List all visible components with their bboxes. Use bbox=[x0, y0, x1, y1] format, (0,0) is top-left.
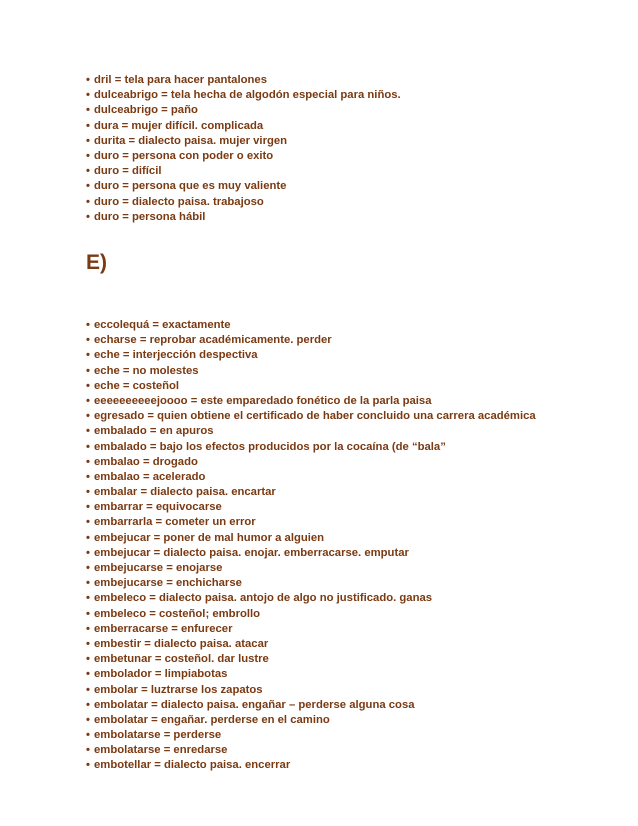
dictionary-entry bbox=[86, 73, 401, 88]
dictionary-entry bbox=[86, 652, 536, 667]
dictionary-entry bbox=[86, 758, 536, 773]
bullet-icon: • bbox=[86, 501, 90, 514]
bullet-icon: • bbox=[86, 394, 90, 407]
bullet-icon: • bbox=[86, 668, 90, 681]
entry-text: eche = costeñol bbox=[94, 379, 180, 392]
dictionary-entry bbox=[86, 379, 536, 394]
dictionary-entry bbox=[86, 409, 536, 424]
entry-text: embolar = luztrarse los zapatos bbox=[94, 683, 263, 696]
entry-text: eche = interjección despectiva bbox=[94, 349, 258, 362]
dictionary-entry bbox=[86, 195, 401, 210]
bullet-icon: • bbox=[86, 210, 90, 223]
dictionary-entry bbox=[86, 348, 536, 363]
entry-text: duro = difícil bbox=[94, 165, 162, 178]
dictionary-entry bbox=[86, 394, 536, 409]
dictionary-entry bbox=[86, 576, 536, 591]
entry-text: duro = persona que es muy valiente bbox=[94, 180, 287, 193]
entry-text: embalado = en apuros bbox=[94, 425, 214, 438]
entry-text: duro = dialecto paisa. trabajoso bbox=[94, 195, 264, 208]
entry-text: embejucar = dialecto paisa. enojar. emberracarse. emputar bbox=[94, 546, 409, 559]
dictionary-entry bbox=[86, 698, 536, 713]
dictionary-entry bbox=[86, 455, 536, 470]
dictionary-entry bbox=[86, 546, 536, 561]
dictionary-entry bbox=[86, 743, 536, 758]
bullet-icon: • bbox=[86, 379, 90, 392]
dictionary-entry bbox=[86, 318, 536, 333]
entry-text: embalao = drogado bbox=[94, 455, 198, 468]
dictionary-entry bbox=[86, 622, 536, 637]
entry-text: dura = mujer difícil. complicada bbox=[94, 119, 264, 132]
entry-text: echarse = reprobar académicamente. perder bbox=[94, 334, 332, 347]
dictionary-entry bbox=[86, 607, 536, 622]
entry-text: eche = no molestes bbox=[94, 364, 199, 377]
bullet-icon: • bbox=[86, 470, 90, 483]
entry-list-e bbox=[86, 318, 536, 774]
bullet-icon: • bbox=[86, 683, 90, 696]
bullet-icon: • bbox=[86, 180, 90, 193]
bullet-icon: • bbox=[86, 486, 90, 499]
bullet-icon: • bbox=[86, 74, 90, 86]
entry-text: embejucarse = enchicharse bbox=[94, 577, 242, 590]
bullet-icon: • bbox=[86, 546, 90, 559]
section-heading-e: E) bbox=[86, 251, 107, 274]
entry-text: embolador = limpiabotas bbox=[94, 668, 228, 681]
dictionary-entry bbox=[86, 164, 401, 179]
dictionary-entry bbox=[86, 333, 536, 348]
entry-text: embolatarse = enredarse bbox=[94, 744, 228, 757]
entry-text: embolatar = engañar. perderse en el camino bbox=[94, 713, 330, 726]
entry-text: eeeeeeeeeejoooo = este emparedado fonético de la parla paisa bbox=[94, 394, 432, 407]
bullet-icon: • bbox=[86, 592, 90, 605]
dictionary-entry bbox=[86, 88, 401, 103]
dictionary-entry bbox=[86, 440, 536, 455]
bullet-icon: • bbox=[86, 364, 90, 377]
entry-text: emberracarse = enfurecer bbox=[94, 622, 233, 635]
entry-text: dulceabrigo = tela hecha de algodón especial para niños. bbox=[94, 89, 401, 102]
entry-text: embalado = bajo los efectos producidos por la cocaína (de “bala” bbox=[94, 440, 446, 453]
entry-text: embetunar = costeñol. dar lustre bbox=[94, 653, 269, 666]
dictionary-entry bbox=[86, 364, 536, 379]
dictionary-entry bbox=[86, 470, 536, 485]
bullet-icon: • bbox=[86, 698, 90, 711]
entry-text: embestir = dialecto paisa. atacar bbox=[94, 637, 269, 650]
bullet-icon: • bbox=[86, 165, 90, 178]
dictionary-entry bbox=[86, 637, 536, 652]
dictionary-entry bbox=[86, 424, 536, 439]
entry-text: embarrar = equivocarse bbox=[94, 501, 222, 514]
bullet-icon: • bbox=[86, 713, 90, 726]
dictionary-entry bbox=[86, 500, 536, 515]
bullet-icon: • bbox=[86, 607, 90, 620]
bullet-icon: • bbox=[86, 440, 90, 453]
dictionary-entry bbox=[86, 667, 536, 682]
entry-text: embejucar = poner de mal humor a alguien bbox=[94, 531, 325, 544]
bullet-icon: • bbox=[86, 334, 90, 347]
bullet-icon: • bbox=[86, 577, 90, 590]
bullet-icon: • bbox=[86, 410, 90, 423]
bullet-icon: • bbox=[86, 562, 90, 574]
entry-text: embejucarse = enojarse bbox=[94, 562, 223, 574]
bullet-icon: • bbox=[86, 637, 90, 650]
bullet-icon: • bbox=[86, 425, 90, 438]
bullet-icon: • bbox=[86, 622, 90, 635]
bullet-icon: • bbox=[86, 455, 90, 468]
bullet-icon: • bbox=[86, 89, 90, 102]
bullet-icon: • bbox=[86, 104, 90, 117]
dictionary-entry bbox=[86, 515, 536, 530]
dictionary-entry bbox=[86, 134, 401, 149]
bullet-icon: • bbox=[86, 653, 90, 666]
entry-text: eccolequá = exactamente bbox=[94, 319, 231, 331]
entry-text: embalao = acelerado bbox=[94, 470, 206, 483]
dictionary-entry bbox=[86, 683, 536, 698]
bullet-icon: • bbox=[86, 516, 90, 529]
entry-text: embolatarse = perderse bbox=[94, 729, 222, 742]
bullet-icon: • bbox=[86, 149, 90, 162]
bullet-icon: • bbox=[86, 319, 90, 331]
entry-text: dril = tela para hacer pantalones bbox=[94, 74, 267, 86]
entry-text: embalar = dialecto paisa. encartar bbox=[94, 486, 276, 499]
entry-text: embeleco = dialecto paisa. antojo de algo no justificado. ganas bbox=[94, 592, 433, 605]
dictionary-entry bbox=[86, 531, 536, 546]
entry-text: embolatar = dialecto paisa. engañar – perderse alguna cosa bbox=[94, 698, 415, 711]
bullet-icon: • bbox=[86, 531, 90, 544]
entry-text: egresado = quien obtiene el certificado de haber concluido una carrera académica bbox=[94, 410, 536, 423]
bullet-icon: • bbox=[86, 759, 90, 772]
dictionary-entry bbox=[86, 103, 401, 118]
dictionary-entry bbox=[86, 149, 401, 164]
dictionary-entry bbox=[86, 119, 401, 134]
dictionary-entry bbox=[86, 713, 536, 728]
dictionary-entry bbox=[86, 591, 536, 606]
entry-text: duro = persona con poder o exito bbox=[94, 149, 274, 162]
dictionary-entry bbox=[86, 561, 536, 576]
entry-text: durita = dialecto paisa. mujer virgen bbox=[94, 134, 288, 147]
bullet-icon: • bbox=[86, 744, 90, 757]
dictionary-entry bbox=[86, 210, 401, 225]
entry-text: embeleco = costeñol; embrollo bbox=[94, 607, 261, 620]
bullet-icon: • bbox=[86, 119, 90, 132]
dictionary-entry bbox=[86, 485, 536, 500]
entry-list-d bbox=[86, 73, 401, 225]
bullet-icon: • bbox=[86, 195, 90, 208]
bullet-icon: • bbox=[86, 349, 90, 362]
dictionary-entry bbox=[86, 728, 536, 743]
bullet-icon: • bbox=[86, 729, 90, 742]
entry-text: dulceabrigo = paño bbox=[94, 104, 198, 117]
entry-text: duro = persona hábil bbox=[94, 210, 206, 223]
entry-text: embotellar = dialecto paisa. encerrar bbox=[94, 759, 291, 772]
bullet-icon: • bbox=[86, 134, 90, 147]
dictionary-entry bbox=[86, 179, 401, 194]
entry-text: embarrarla = cometer un error bbox=[94, 516, 256, 529]
